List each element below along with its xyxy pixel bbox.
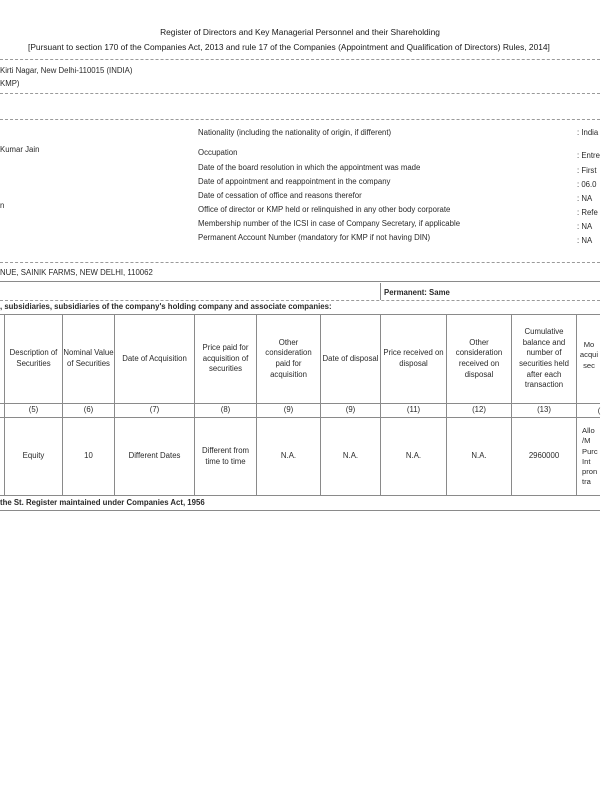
cell-cumulative-balance: 2960000 [528, 451, 560, 461]
header-nominal-value: Nominal Value of Securities [63, 348, 114, 368]
permanent-address: Permanent: Same [384, 288, 450, 297]
column-number-cut: ( [597, 406, 601, 415]
divider [0, 93, 600, 94]
cell-description: Equity [22, 451, 45, 461]
header-date-disposal: Date of disposal [322, 353, 379, 363]
header-cumulative-balance: Cumulative balance and number of securities held after each transaction [519, 327, 569, 390]
divider [380, 283, 381, 300]
column-number: (8) [220, 405, 231, 415]
detail-value: : Refe [577, 208, 598, 217]
cell-price-received: N.A. [405, 451, 422, 461]
divider [0, 300, 600, 301]
cell-date-acquisition: Different Dates [128, 451, 181, 461]
divider [0, 281, 600, 282]
detail-label: Permanent Account Number (mandatory for KMP if not having DIN) [198, 233, 431, 242]
header-other-consideration-received: Other consideration received on disposal [455, 337, 503, 379]
column-number: (6) [83, 405, 94, 415]
divider [0, 119, 600, 120]
divider [0, 59, 600, 60]
register-title: Register of Directors and Key Managerial Personnel and their Shareholding [160, 27, 440, 37]
cell-other-consideration-paid: N.A. [280, 451, 297, 461]
column-number: (5) [28, 405, 39, 415]
detail-value: : First [577, 166, 597, 175]
column-number: (11) [406, 405, 421, 415]
detail-label: Membership number of the ICSI in case of Company Secretary, if applicable [198, 219, 461, 228]
header-cut-column: Mo acqui sec [579, 340, 599, 370]
footer-note: the St. Register maintained under Companies Act, 1956 [0, 498, 205, 507]
detail-label: Office of director or KMP held or relinquished in any other body corporate [198, 205, 451, 214]
detail-value: : NA [577, 236, 593, 245]
detail-label: Occupation [198, 148, 238, 157]
cell-price-paid: Different from time to time [201, 445, 250, 466]
detail-value: : Entre [577, 151, 600, 160]
header-price-paid: Price paid for acquisition of securities [202, 343, 249, 374]
kmp-fragment: KMP) [0, 79, 20, 88]
detail-label: Date of the board resolution in which the appointment was made [198, 163, 421, 172]
column-number: (9) [345, 405, 356, 415]
detail-label: Date of cessation of office and reasons therefor [198, 191, 362, 200]
column-number: (13) [537, 405, 551, 415]
header-description: Description of Securities [9, 348, 58, 368]
detail-value: : NA [577, 222, 593, 231]
residential-address: NUE, SAINIK FARMS, NEW DELHI, 110062 [0, 268, 153, 277]
header-price-received: Price received on disposal [383, 348, 444, 368]
detail-value: : NA [577, 194, 593, 203]
column-number: (9) [283, 405, 294, 415]
column-number: (12) [472, 405, 486, 415]
section-heading: , subsidiaries, subsidiaries of the company's holding company and associate companies: [0, 302, 332, 311]
divider [0, 262, 600, 263]
column-number: (7) [149, 405, 160, 415]
header-date-acquisition: Date of Acquisition [122, 353, 187, 363]
detail-value: : India [577, 128, 599, 137]
person-fragment-n: n [0, 201, 5, 210]
header-other-consideration-paid: Other consideration paid for acquisition [265, 337, 312, 379]
person-name-fragment: Kumar Jain [0, 145, 40, 154]
cell-cut-column: Allo /M Purc Int pron tra [582, 426, 598, 487]
detail-label: Date of appointment and reappointment in the company [198, 177, 391, 186]
cell-date-disposal: N.A. [342, 451, 359, 461]
detail-label: Nationality (including the nationality of origin, if different) [198, 128, 392, 137]
cell-other-consideration-received: N.A. [471, 451, 487, 461]
cell-nominal-value: 10 [84, 451, 93, 461]
company-address: Kirti Nagar, New Delhi-110015 (INDIA) [0, 66, 133, 75]
register-subtitle: [Pursuant to section 170 of the Companies Act, 2013 and rule 17 of the Companies (Appointment and Qualification of Directors) Rules, 2014] [28, 42, 550, 52]
detail-value: : 06.0 [577, 180, 597, 189]
